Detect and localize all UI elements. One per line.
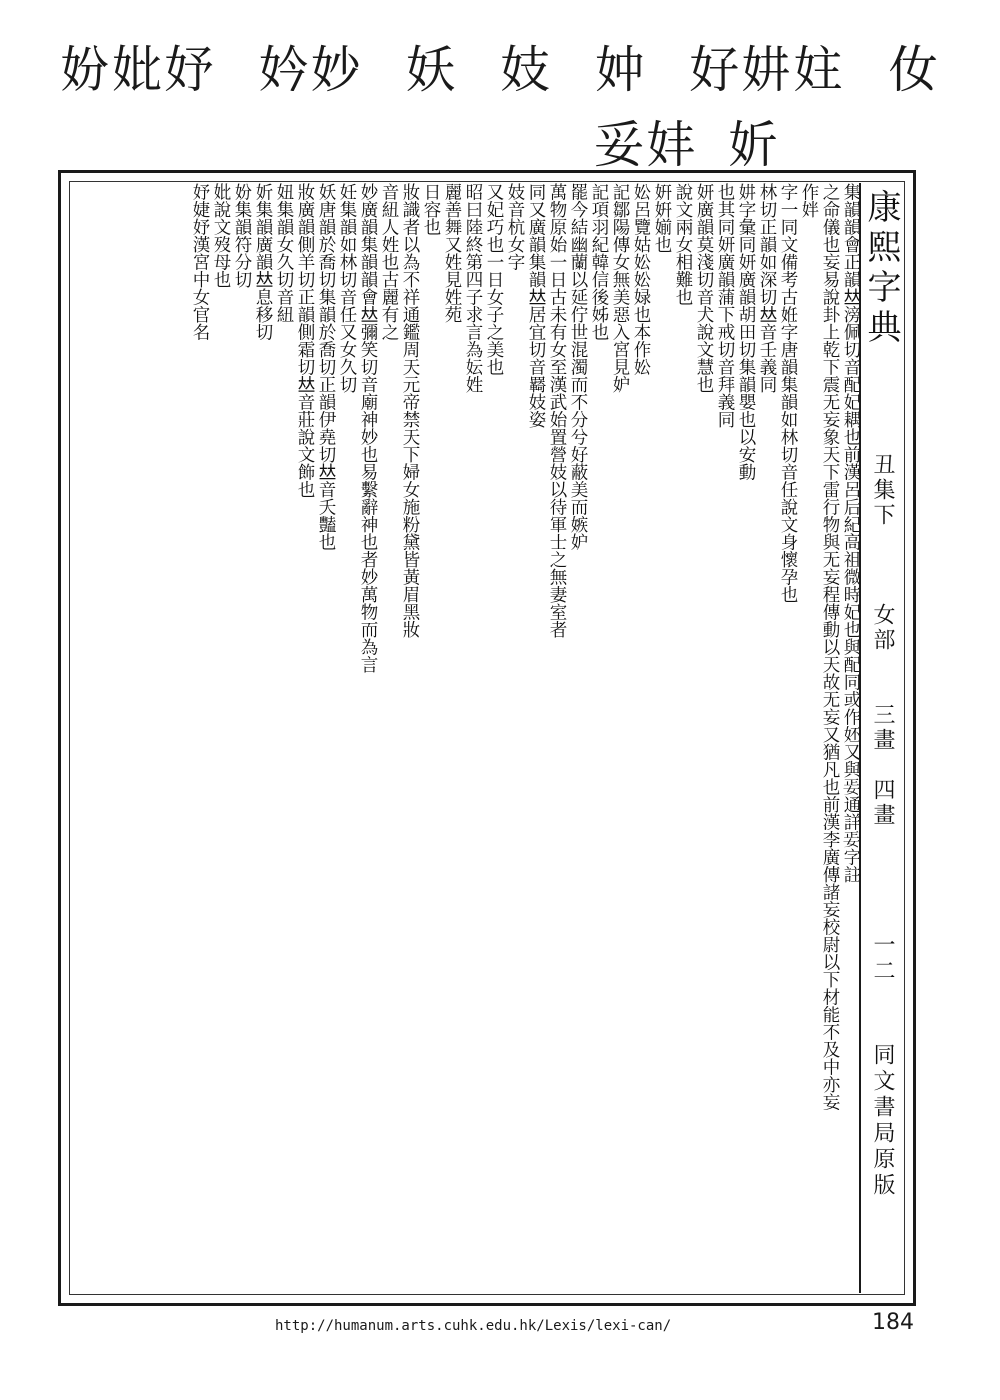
seal-glyph: 妗妙 [258, 41, 363, 99]
dictionary-entry: 妤婕妤漢宮中女官名 [190, 183, 210, 341]
dictionary-entry: 妝廣韻側羊切正韻側霜切𠀤音莊說文飾也 [295, 183, 315, 498]
dictionary-entry: 罷今結幽蘭以延佇世混濁而不分兮好蔽美而嫉妒 [568, 183, 588, 551]
page-margin-column [859, 183, 903, 1293]
dictionary-entry: 妡集韻廣韻𠀤息移切 [253, 183, 273, 341]
dictionary-entry: 日容也 [421, 183, 441, 236]
seal-script-band [60, 25, 940, 175]
dictionary-entry: 記項羽紀韓信後姊也 [589, 183, 609, 341]
dictionary-entry: 說文兩女相難也 [673, 183, 693, 306]
dictionary-text-body [71, 183, 861, 1293]
seal-row-top [60, 35, 940, 105]
dictionary-entry: 姸姸媊也 [652, 183, 672, 253]
dictionary-entry: 麗善舞又姓見姓苑 [442, 183, 462, 323]
dictionary-entry: 作姅 [799, 183, 819, 218]
dictionary-entry: 也其同妍廣韻蒲下戒切音拜義同 [715, 183, 735, 428]
page-frame [58, 170, 916, 1306]
dictionary-entry: 妝識者以為不祥通鑑周天元帝禁天下婦女施粉黛皆黃眉黑妝 [400, 183, 420, 638]
dictionary-entry: 妖唐韻於喬切集韻於喬切正韻伊堯切𠀤音夭豔也 [316, 183, 336, 551]
edition-label: 同文書局原版 [870, 1043, 895, 1199]
dictionary-title: 康熙字典 [861, 189, 901, 349]
source-url: http://humanum.arts.cuhk.edu.hk/Lexis/lexi-can/ [275, 1318, 672, 1334]
dictionary-entry: 萬物原始一日古未有女至漢武始置營妓以待軍士之無妻室者 [547, 183, 567, 638]
dictionary-entry: 妍廣韻莫淺切音犬說文慧也 [694, 183, 714, 393]
seal-glyph: 㚢 [887, 41, 940, 99]
dictionary-entry: 妞集韻女久切音紐 [274, 183, 294, 323]
stroke-count-label: 三畫 四畫 [870, 703, 895, 828]
dictionary-entry: 妙廣韻集韻韻會𠀤彌笑切音廟神妙也易繫辭神也者妙萬物而為言 [358, 183, 378, 673]
seal-glyph: 妓 [499, 41, 552, 99]
dictionary-entry: 同又廣韻集韻𠀤居宜切音羇妓姿 [526, 183, 546, 428]
page-number: 184 [872, 1310, 914, 1335]
seal-glyph: 妡 [728, 116, 780, 174]
dictionary-entry: 妐呂覽姑妐妐娽也本作妐 [631, 183, 651, 376]
seal-glyph: 妥妦 [594, 116, 698, 174]
seal-glyph: 妕 [594, 41, 647, 99]
dictionary-entry: 妌字彙同妍廣韻胡田切集韻嬰也以安動 [736, 183, 756, 481]
dictionary-entry: 記鄒陽傳女無美惡入宮見妒 [610, 183, 630, 393]
dictionary-entry: 妢集韻符分切 [232, 183, 252, 288]
dictionary-entry: 又妃巧也一日女子之美也 [484, 183, 504, 376]
dictionary-entry: 之命儀也妄易說卦上乾下震无妄象天下雷行物與无妄程傳動以天故无妄又猶凡也前漢李廣傳諸妄校尉以下材能不及中亦妄 [820, 183, 840, 1111]
dictionary-entry: 集韻韻會正韻𠀤滂佩切音配妃耦也前漢呂后紀高祖微時妃也與配同或作㚰又與𡛵通詳𡛵字註 [841, 183, 861, 883]
dictionary-entry: 妓音杭女字 [505, 183, 525, 271]
section-label: 丑集下 [870, 453, 895, 528]
dictionary-entry: 昭曰陸終第四子求言為妘姓 [463, 183, 483, 393]
seal-glyph: 好妌妵 [689, 41, 846, 99]
dictionary-entry: 妊集韻如林切音任又女久切 [337, 183, 357, 393]
dictionary-entry: 妣說文歿母也 [211, 183, 231, 288]
dictionary-entry: 字一同文備考古姙字唐韻集韻如林切音任說文身懷孕也 [778, 183, 798, 603]
seal-glyph: 妖 [405, 41, 458, 99]
dictionary-entry: 林切正韻如深切𠀤音壬義同 [757, 183, 777, 393]
seal-glyph: 妢妣妤 [60, 41, 216, 99]
radical-label: 女部 [870, 603, 895, 653]
leaf-number: 一二 [870, 933, 895, 985]
dictionary-entry: 音紐人姓也古麗有之 [379, 183, 399, 341]
